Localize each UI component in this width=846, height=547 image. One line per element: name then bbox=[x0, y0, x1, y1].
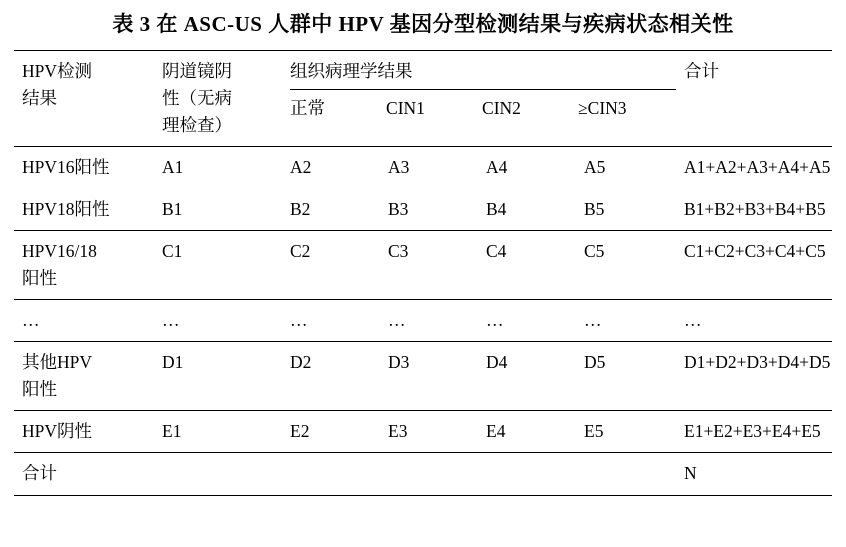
table-row bbox=[14, 411, 832, 453]
table-title: 表 3 在 ASC-US 人群中 HPV 基因分型检测结果与疾病状态相关性 bbox=[112, 12, 734, 36]
table-row bbox=[14, 147, 832, 189]
row-colposcopy: E1 bbox=[154, 411, 282, 453]
row-label bbox=[14, 230, 154, 299]
header-subcol-cin2: CIN2 bbox=[482, 98, 521, 119]
row-normal: C2 bbox=[282, 230, 380, 299]
table-row bbox=[14, 230, 832, 299]
row-label-line2: 阳性 bbox=[22, 267, 57, 288]
row-label-line2: 阳性 bbox=[22, 379, 57, 400]
row-cin3 bbox=[576, 453, 676, 495]
row-colposcopy: … bbox=[154, 299, 282, 341]
row-total: B1+B2+B3+B4+B5 bbox=[676, 189, 832, 231]
header-histopathology-label: 组织病理学结果 bbox=[290, 61, 413, 81]
row-colposcopy: D1 bbox=[154, 342, 282, 411]
row-total: D1+D2+D3+D4+D5 bbox=[676, 342, 832, 411]
row-cin3: C5 bbox=[576, 230, 676, 299]
row-label-line1: HPV16/18 bbox=[22, 240, 97, 261]
row-total: A1+A2+A3+A4+A5 bbox=[684, 157, 831, 178]
header-colposcopy-line2: 性（无病 bbox=[162, 88, 232, 109]
row-cin1: C3 bbox=[380, 230, 478, 299]
row-cin1: A3 bbox=[388, 157, 410, 178]
row-label-line1: 其他HPV bbox=[22, 352, 93, 372]
header-hpv-result-line1: HPV检测 bbox=[22, 61, 93, 81]
row-cin1: B3 bbox=[380, 189, 478, 231]
row-colposcopy: C1 bbox=[154, 230, 282, 299]
row-normal: A2 bbox=[290, 157, 312, 178]
table-row-total bbox=[14, 453, 832, 495]
header-total: 合计 bbox=[676, 51, 832, 147]
table-row bbox=[14, 342, 832, 411]
row-total: C1+C2+C3+C4+C5 bbox=[676, 230, 832, 299]
header-subcol-cin1: CIN1 bbox=[386, 98, 425, 119]
row-total: N bbox=[676, 453, 832, 495]
table-row bbox=[14, 299, 832, 341]
row-cin2: B4 bbox=[478, 189, 576, 231]
row-cin2: … bbox=[478, 299, 576, 341]
row-normal: … bbox=[282, 299, 380, 341]
row-cin1: … bbox=[380, 299, 478, 341]
row-cin2 bbox=[478, 453, 576, 495]
hpv-genotyping-table bbox=[14, 50, 832, 496]
row-cin2: D4 bbox=[478, 342, 576, 411]
row-label: 合计 bbox=[14, 453, 154, 495]
row-normal: E2 bbox=[282, 411, 380, 453]
row-normal: B2 bbox=[282, 189, 380, 231]
row-cin1: D3 bbox=[380, 342, 478, 411]
row-colposcopy bbox=[154, 453, 282, 495]
row-colposcopy: B1 bbox=[154, 189, 282, 231]
row-cin2: C4 bbox=[478, 230, 576, 299]
row-cin2: E4 bbox=[478, 411, 576, 453]
row-label bbox=[14, 342, 154, 411]
header-colposcopy-line3: 理检查） bbox=[162, 115, 232, 136]
header-subcol-cin3: ≥CIN3 bbox=[578, 98, 627, 119]
row-colposcopy: A1 bbox=[162, 157, 184, 178]
header-group-underline bbox=[290, 89, 676, 90]
header-colposcopy-negative bbox=[154, 51, 282, 147]
row-label: HPV16阳性 bbox=[22, 157, 110, 178]
row-total: … bbox=[676, 299, 832, 341]
header-colposcopy-line1: 阴道镜阴 bbox=[162, 61, 232, 81]
row-label: HPV18阳性 bbox=[14, 189, 154, 231]
table-row bbox=[14, 189, 832, 231]
row-normal bbox=[282, 453, 380, 495]
row-cin3: D5 bbox=[576, 342, 676, 411]
row-total: E1+E2+E3+E4+E5 bbox=[676, 411, 832, 453]
row-cin3: B5 bbox=[576, 189, 676, 231]
row-cin3: … bbox=[576, 299, 676, 341]
header-subcol-normal: 正常 bbox=[290, 98, 325, 119]
row-cin3: A5 bbox=[584, 157, 606, 178]
row-label: … bbox=[14, 299, 154, 341]
row-cin1 bbox=[380, 453, 478, 495]
header-hpv-result bbox=[14, 51, 154, 147]
row-normal: D2 bbox=[282, 342, 380, 411]
row-cin1: E3 bbox=[380, 411, 478, 453]
row-cin3: E5 bbox=[576, 411, 676, 453]
row-cin2: A4 bbox=[486, 157, 508, 178]
header-histopathology-group bbox=[282, 51, 676, 147]
row-label: HPV阴性 bbox=[14, 411, 154, 453]
table-header-row bbox=[14, 51, 832, 147]
header-hpv-result-line2: 结果 bbox=[22, 88, 57, 109]
